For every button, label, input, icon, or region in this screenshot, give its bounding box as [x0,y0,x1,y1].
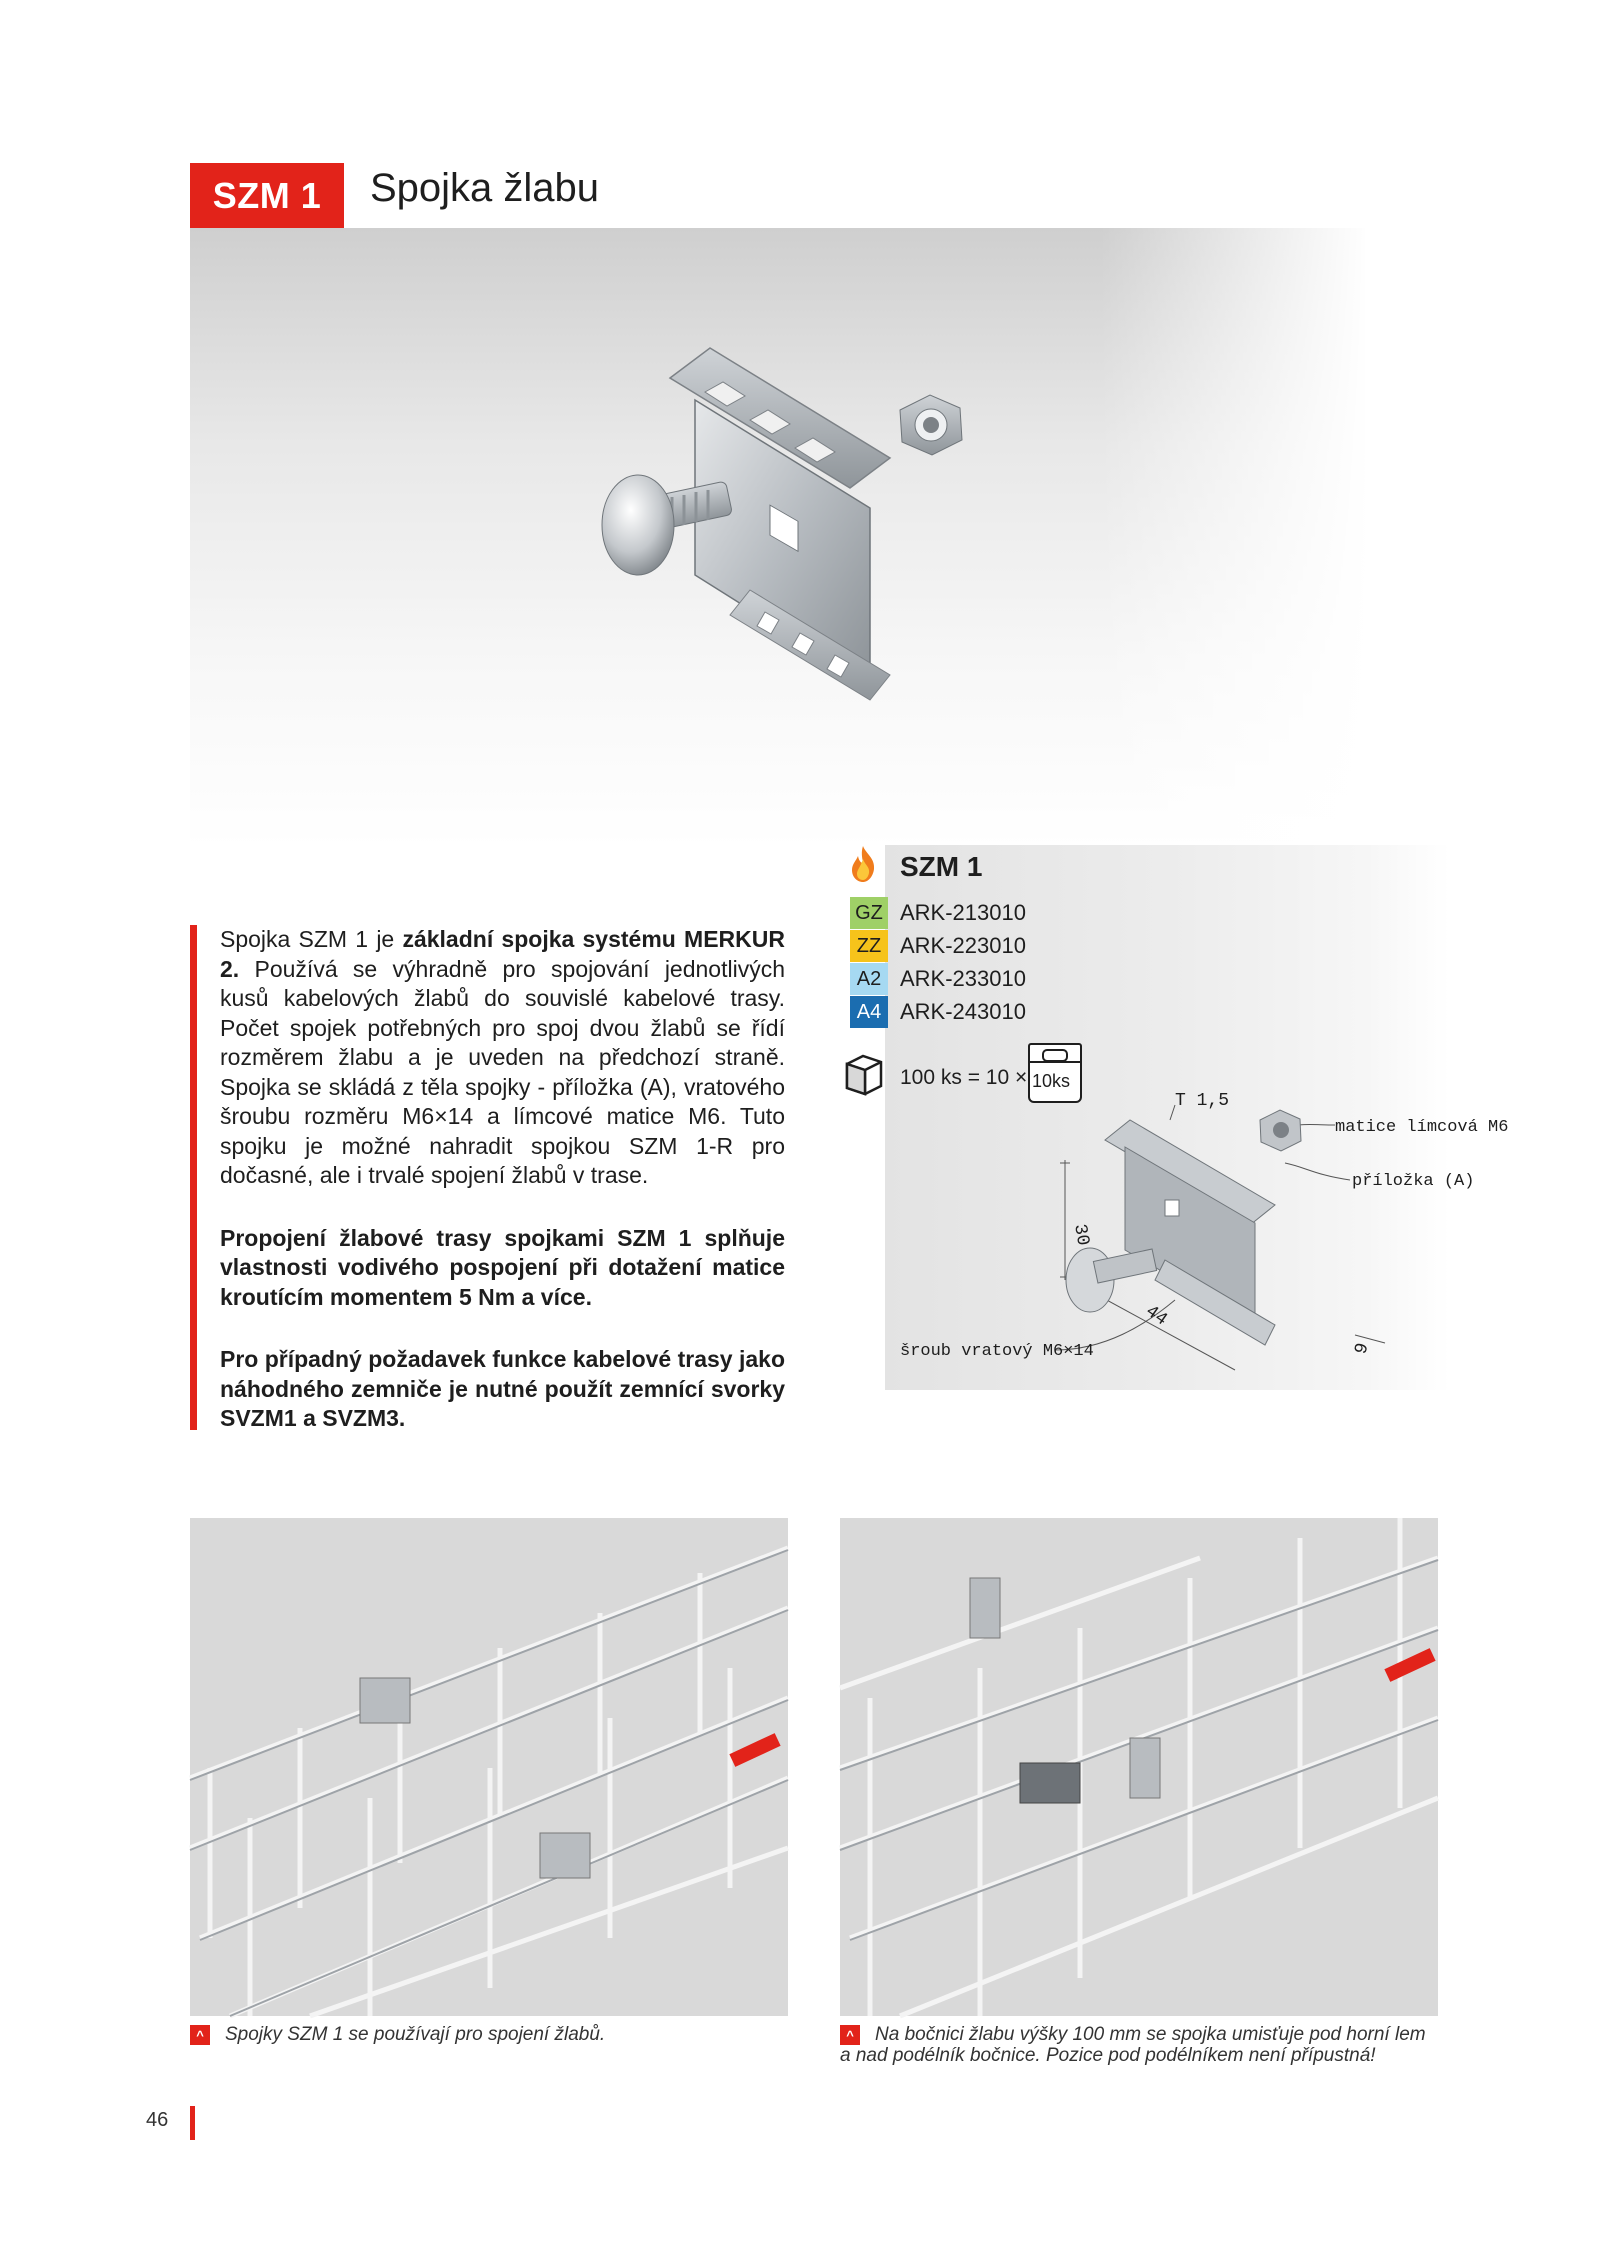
caption-arrow-icon: ^ [840,2025,860,2045]
box-icon [843,1050,885,1098]
p1-text-bold: základní spojka systému MERKUR 2. [220,926,785,982]
caption-right: Na bočnici žlabu výšky 100 mm se spojka umisťuje pod horní lem a nad podélník bočnice. Pozice pod podélníkem není přípustná! [840,2024,1426,2066]
caption-left: Spojky SZM 1 se používají pro spojení žlabů. [225,2024,606,2045]
connector-product-image [600,340,1020,720]
label-dim-height: 30 [1069,1222,1093,1248]
article-number: ARK-213010 [900,900,1026,925]
label-plate: příložka (A) [1352,1172,1475,1191]
article-number: ARK-243010 [900,999,1026,1024]
page-number-bar [190,2106,195,2140]
description-text [220,925,785,1467]
description-paragraph-3 [220,1345,785,1434]
page-title: Spojka žlabu [370,166,600,210]
p3-text-bold: Pro případný požadavek funkce kabelové trasy jako náhodného zemniče je nutné použít zemnící svorky SVZM1 a SVZM3. [220,1346,785,1431]
material-badge-zz: ZZ [850,930,888,962]
product-code-badge: SZM 1 [190,163,344,228]
photo-cable-tray-right [840,1518,1438,2016]
hero-fade [1100,228,1370,848]
label-dim-length: 44 [1141,1301,1171,1331]
packaging-text: 100 ks = 10 × [900,1066,1028,1089]
material-badge-gz: GZ [850,897,888,929]
spec-title: SZM 1 [900,851,983,882]
photo-cable-tray-left [190,1518,788,2016]
material-badge-a4: A4 [850,996,888,1028]
description-paragraph-2 [220,1224,785,1313]
label-nut: matice límcová M6 [1335,1118,1509,1137]
flame-icon [848,845,878,883]
bag-label: 10ks [1032,1071,1071,1091]
label-dim-width: 9 [1351,1340,1374,1357]
p1-text-c: Používá se výhradně pro spojování jednotlivých kusů kabelových žlabů do souvislé kabelové trasy. Počet spojek potřebných pro spoj dvou žlabů se řídí rozměrem žlabu a je uveden na předchozí straně. Spojka se skládá z těla spojky - příložka (A), vratového šroubu rozměru M6×14 a límcové matice M6. Tuto spojku je možné nahradit spojkou SZM 1-R pro dočasné, ale i trvalé spojení žlabů v trase. [220,955,785,1188]
material-badge-a2: A2 [850,963,888,995]
description-paragraph-1 [220,925,785,1191]
technical-drawing [885,1085,1509,1385]
article-number: ARK-223010 [900,933,1026,958]
caption-arrow-icon: ^ [190,2025,210,2045]
article-number: ARK-233010 [900,966,1026,991]
label-bolt: šroub vratový M6×14 [900,1342,1094,1361]
p1-text-a: Spojka SZM 1 je [220,926,403,952]
description-accent-bar [190,925,197,1430]
p2-text-bold: Propojení žlabové trasy spojkami SZM 1 splňuje vlastnosti vodivého pospojení při dotažení matice kroutícím momentem 5 Nm a více. [220,1224,785,1310]
page-number: 46 [146,2109,169,2131]
label-thickness: T 1,5 [1175,1091,1230,1111]
